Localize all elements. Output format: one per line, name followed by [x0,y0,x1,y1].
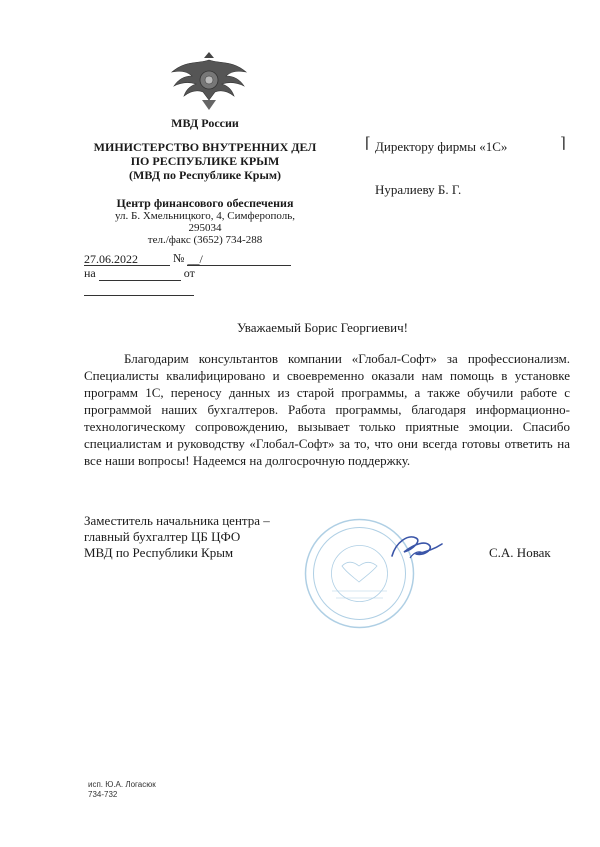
ministry-name-line1: МИНИСТЕРСТВО ВНУТРЕННИХ ДЕЛ [93,140,317,154]
reg-from-label: от [183,266,195,280]
signatory-position-line1: Заместитель начальника центра – [84,513,270,528]
signatory-name: С.А. Новак [489,545,551,560]
address-line2: 295034 [188,222,222,234]
handwritten-signature-icon [386,530,446,566]
letter-body: Благодарим консультантов компании «Глобал-Софт» за профессионализм. Специалисты квалифицировано и своевременно оказали нам помощь в установке программ 1С, переносу данных из старой программы, а также обучили работе с программой наших бухгалтеров. Работа программы, благодаря информационно-технологическому сопровождению, вызывает только приятные эмоции. Спасибо специалистам и руководству «Глобал-Софт» за то, что они всегда готовы ответить на все наши вопросы! Надеемся на долгосрочную поддержку. [84,351,570,468]
executor-phone: 734-732 [88,790,118,799]
address-line1: ул. Б. Хмельницкого, 4, Симферополь, [115,210,295,222]
signatory-position-line2: главный бухгалтер ЦБ ЦФО [84,529,241,544]
reg-from-blank [84,282,194,296]
reg-on-blank [99,267,181,281]
registration-ref-row [84,266,294,296]
reg-on-label: на [84,266,96,280]
executor-name: исп. Ю.А. Логасюк [88,780,156,789]
ministry-name-line3: (МВД по Республике Крым) [129,168,281,182]
center-name: Центр финансового обеспечения [116,196,294,210]
signatory-position [84,513,270,561]
bracket-right: ⌉ [560,136,566,152]
ministry-name-line2: ПО РЕСПУБЛИКЕ КРЫМ [130,154,280,168]
ministry-short-name: МВД России [171,116,239,130]
salutation: Уважаемый Борис Георгиевич! [237,320,408,335]
bracket-left: ⌈ [365,136,371,152]
eagle-emblem-icon [168,50,250,112]
executor-info [88,780,156,800]
recipient-position: Директору фирмы «1С» [375,139,508,154]
signatory-position-line3: МВД по Республики Крым [84,545,234,560]
reg-number-label: № [173,251,185,265]
registration-date-row [84,251,294,266]
phone-fax: тел./факс (3652) 734-288 [147,234,263,246]
recipient-name: Нуралиеву Б. Г. [375,182,462,197]
reg-date: 27.06.2022 [84,252,170,266]
reg-number: __/ [187,252,291,266]
